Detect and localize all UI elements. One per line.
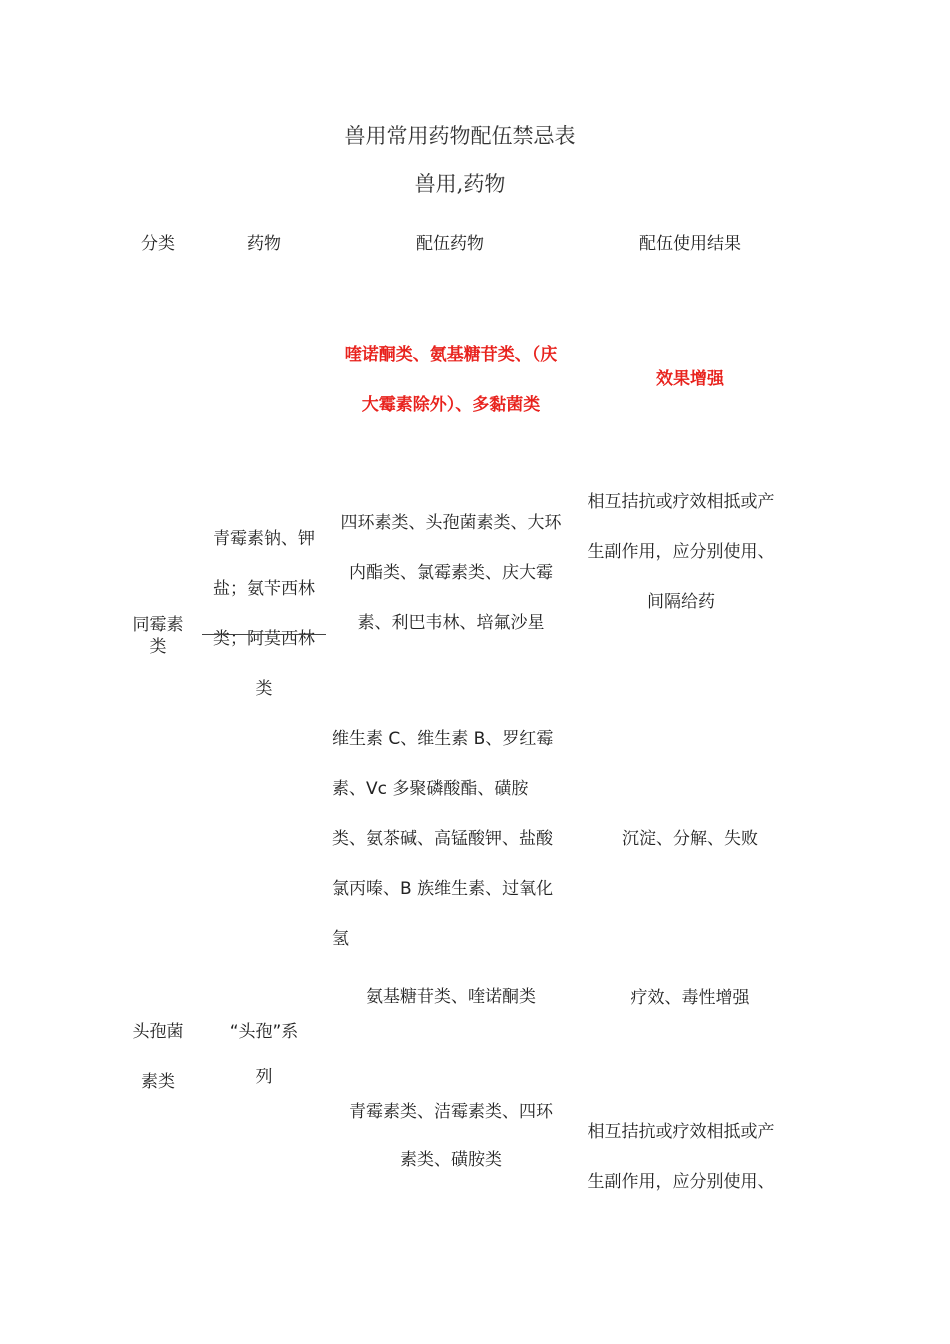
header-category: 分类 (141, 234, 175, 254)
cell-line: 生副作用，应分别使用、 (587, 1172, 775, 1192)
cell-line: 盐；氨苄西林 (213, 579, 315, 599)
result-cell (576, 477, 786, 627)
cell-line: 四环素类、头孢菌素类、大环 (340, 513, 562, 533)
compatible-cell (330, 1088, 572, 1184)
compatible-cell (332, 714, 572, 964)
header-compatible: 配伍药物 (416, 234, 484, 254)
cell-line: 内酯类、氯霉素类、庆大霉 (349, 563, 553, 583)
drug-cell (202, 514, 326, 714)
result-cell: 疗效、毒性增强 (630, 988, 750, 1008)
result-cell: 沉淀、分解、失败 (622, 829, 758, 849)
cell-line: 类 (149, 637, 167, 657)
cell-line: 维生素 C、维生素 B、罗红霉 (332, 729, 554, 749)
cell-line: “头孢”系 (229, 1022, 299, 1042)
cell-line: 相互拮抗或疗效相抵或产 (587, 1122, 775, 1142)
cell-line: 类 (255, 679, 273, 699)
cell-line: 类；阿莫西林 (213, 629, 315, 649)
cell-line: 素类、磺胺类 (400, 1150, 502, 1170)
cell-line: 头孢菌 (132, 1022, 184, 1042)
result-cell: 效果增强 (656, 369, 724, 389)
cell-line: 氢 (332, 929, 349, 949)
cell-line: 生副作用，应分别使用、 (587, 542, 775, 562)
cell-line: 大霉素除外）、多黏菌类 (361, 395, 541, 415)
cell-line: 青霉素类、洁霉素类、四环 (349, 1102, 553, 1122)
header-result: 配伍使用结果 (639, 234, 741, 254)
cell-line: 列 (255, 1067, 273, 1087)
cell-line: 喹诺酮类、氨基糖苷类、（庆 (344, 345, 558, 365)
drug-cell (202, 1010, 326, 1100)
cell-line: 素、利巴韦林、培氟沙星 (357, 613, 545, 633)
cell-line: 青霉素钠、钾 (213, 529, 315, 549)
cell-line: 素、Vc 多聚磷酸酯、磺胺 (332, 779, 529, 799)
cell-line: 相互拮抗或疗效相抵或产 (587, 492, 775, 512)
category-cell (118, 1007, 198, 1107)
result-cell (576, 1107, 786, 1207)
compatible-cell (330, 498, 572, 648)
category-cell (118, 614, 198, 658)
cell-divider (202, 634, 326, 635)
cell-line: 素类 (141, 1072, 175, 1092)
compatible-cell (330, 330, 572, 430)
header-drug: 药物 (247, 234, 281, 254)
page-title: 兽用常用药物配伍禁忌表 (344, 124, 576, 148)
compatible-cell: 氨基糖苷类、喹诺酮类 (366, 987, 536, 1007)
page-subtitle: 兽用,药物 (414, 172, 506, 196)
cell-line: 氯丙嗪、B 族维生素、过氧化 (332, 879, 554, 899)
cell-line: 间隔给药 (647, 592, 715, 612)
cell-line: 同霉素 (132, 615, 184, 635)
cell-line: 类、氨茶碱、高锰酸钾、盐酸 (332, 829, 553, 849)
